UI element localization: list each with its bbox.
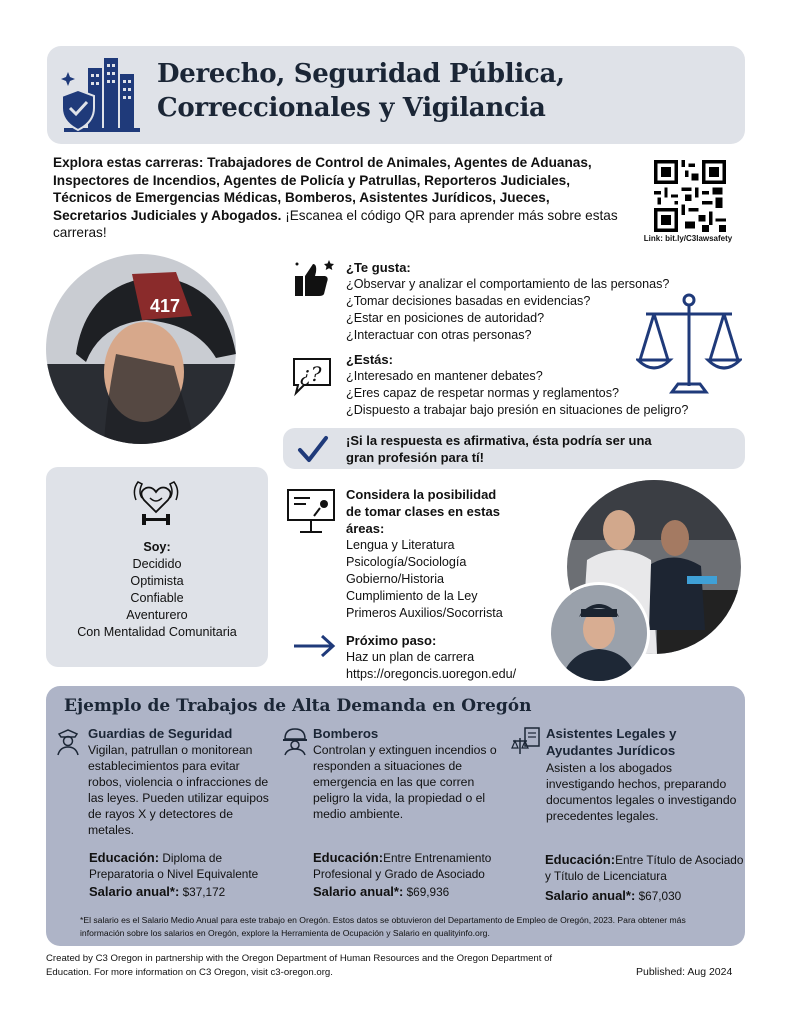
education-value: Entre Entrenamiento Profesional y Grado de Asociado [313,851,492,881]
affirmation-line: gran profesión para tí! [346,450,484,465]
page-title [157,57,565,125]
likes-item: ¿Interactuar con otras personas? [346,328,532,342]
guard-icon [53,726,83,756]
firefighter-icon [280,726,310,756]
class-item: Lengua y Literatura [346,538,455,552]
svg-text:417: 417 [150,296,181,316]
traits-heading: Soy: [143,540,171,554]
are-you-heading: ¿Estás: [346,352,393,367]
legal-docs-icon [511,726,541,756]
affirmation-text [346,432,726,466]
title-line-1: Derecho, Seguridad Pública, [157,59,565,89]
education-value: Diploma de Preparatoria o Nivel Equivalente [89,851,259,881]
are-you-item: ¿Dispuesto a trabajar bajo presión en situaciones de peligro? [346,403,689,417]
trait-item: Aventurero [126,608,188,622]
likes-heading: ¿Te gusta: [346,260,411,275]
next-step-section [346,632,516,683]
published-date: Published: Aug 2024 [636,966,733,978]
job-education [313,850,513,882]
class-item: Primeros Auxilios/Socorrista [346,606,503,620]
question-bubble-icon [290,355,334,397]
job-education [89,850,289,882]
job-title-line: Asistentes Legales y [546,726,677,741]
affirmation-line: ¡Si la respuesta es afirmativa, ésta podría ser una [346,433,652,448]
classes-heading: Considera la posibilidad [346,487,497,502]
salary-label: Salario anual*: [89,884,180,899]
shield-city-icon [58,50,148,140]
classes-heading: de tomar clases en estas [346,504,500,519]
next-step-link[interactable]: https://oregoncis.uoregon.edu/ [346,667,517,681]
intro-bold: Explora estas carreras: Trabajadores de Control de Animales, Agentes de Aduanas, Inspectores de Incendios, Agentes de Policía y Patrullas, Reporteros Judiciales, Técnicos de Emergencias Médicas, Bomberos, Asistentes Jurídicos, Jueces, Secretarios Judiciales y Abogados. [53,155,592,223]
intro-rest: ¡Escanea el código QR para aprender más sobre estas carreras! [53,207,618,241]
job-description: Controlan y extinguen incendios o responden a situaciones de emergencia en las que corren peligro la vida, la propiedad o el medio ambiente. [313,743,497,821]
thumbs-up-icon [291,258,335,300]
salary-value: $67,030 [635,889,682,903]
next-step-heading: Próximo paso: [346,633,437,648]
firefighter-photo [46,254,236,444]
intro-paragraph [53,154,623,242]
qr-caption: Link: bit.ly/C3lawsafety [643,234,733,243]
trait-item: Optimista [130,574,184,588]
job-salary [545,888,681,904]
police-officer-photo [548,582,650,684]
traits-list [46,539,268,641]
classes-heading: áreas: [346,521,385,536]
svg-text:¿?: ¿? [300,362,322,386]
trait-item: Con Mentalidad Comunitaria [77,625,237,639]
job-title [546,725,676,759]
likes-item: ¿Estar en posiciones de autoridad? [346,311,545,325]
education-label: Educación: [89,850,160,865]
likes-item: ¿Tomar decisiones basadas en evidencias? [346,294,591,308]
salary-value: $37,172 [179,885,226,899]
title-line-2: Correccionales y Vigilancia [157,93,546,123]
salary-footnote: *El salario es el Salario Medio Anual para este trabajo en Oregón. Estos datos se obtuvieron del Departamento de Empleo de Oregón, 2023. Para obtener más información sobre los salarios en Oregón, explore la Herramienta de Ocupación y Salario en qualityinfo.org. [80,915,686,938]
are-you-section [346,351,688,419]
presentation-board-icon [286,488,336,534]
job-description: Vigilan, patrullan o monitorean establecimientos para evitar robos, violencia o infracciones de las leyes. Pueden utilizar equipos de rayos X y detectores de metales. [88,743,269,837]
education-label: Educación: [313,850,384,865]
trait-item: Confiable [130,591,184,605]
class-item: Psicología/Sociología [346,555,467,569]
check-icon [296,432,330,466]
likes-item: ¿Observar y analizar el comportamiento de las personas? [346,277,670,291]
job-description: Asisten a los abogados investigando hechos, preparando documentos legales o investigando precedentes legales. [546,761,737,823]
next-step-text: Haz un plan de carrera [346,650,475,664]
jobs-title: Ejemplo de Trabajos de Alta Demanda en Oregón [64,696,532,716]
job-salary [89,884,225,900]
class-item: Gobierno/Historia [346,572,444,586]
job-title: Bomberos [313,726,379,741]
are-you-item: ¿Eres capaz de respetar normas y reglamentos? [346,386,619,400]
credits-text: Created by C3 Oregon in partnership with the Oregon Department of Human Resources and the Oregon Department of Education. For more information on C3 Oregon, visit c3-oregon.org. [46,953,553,978]
classes-section [346,486,546,622]
arrow-right-icon [292,634,336,658]
job-salary [313,884,449,900]
education-value: Entre Título de Asociado y Título de Licenciatura [545,853,744,883]
trait-item: Decidido [132,557,182,571]
job-education [545,852,745,884]
job-title-line: Ayudantes Jurídicos [546,743,676,758]
heart-strength-icon [130,476,182,528]
education-label: Educación: [545,852,616,867]
job-title: Guardias de Seguridad [88,726,233,741]
salary-label: Salario anual*: [545,888,636,903]
class-item: Cumplimiento de la Ley [346,589,478,603]
qr-code[interactable] [654,160,726,232]
likes-section [346,259,669,344]
salary-value: $69,936 [403,885,450,899]
salary-label: Salario anual*: [313,884,404,899]
are-you-item: ¿Interesado en mantener debates? [346,369,543,383]
